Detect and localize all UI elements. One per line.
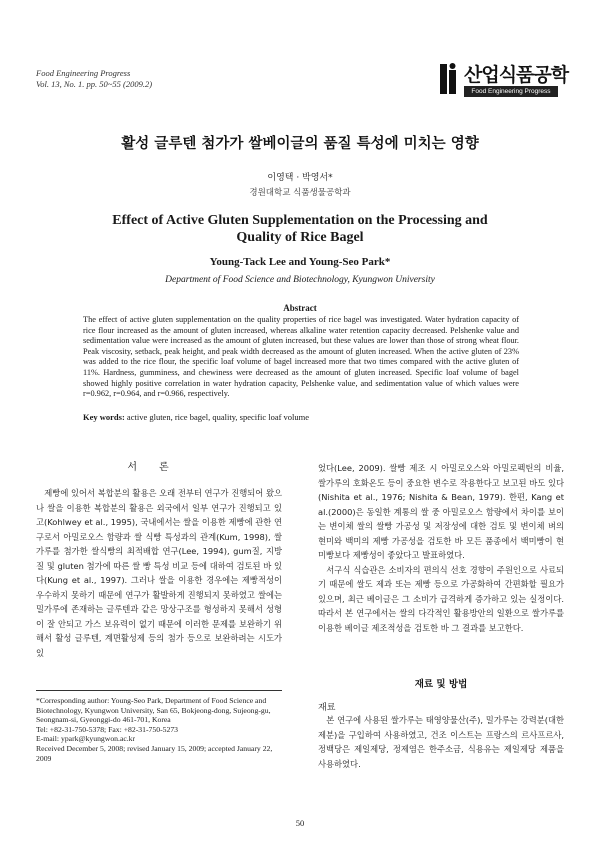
english-affiliation: Department of Food Science and Biotechnology, Kyungwon University — [165, 275, 435, 285]
journal-citation — [36, 68, 152, 90]
page-number: 50 — [295, 818, 305, 828]
materials-paragraph: 본 연구에 사용된 쌀가루는 태영양물산(주), 밀가루는 강력분(대한제분)을 구입하여 사용하였고, 건조 이스트는 프랑스의 르사프르사, 정백당은 제일제당, 정제염은 한주소금, 식용유는 제일제당 제품을 사용하였다. — [318, 715, 564, 769]
logo-emblem-icon — [438, 62, 460, 96]
materials-methods-heading: 재료 및 방법 — [414, 679, 468, 690]
right-column-paragraph: 었다(Lee, 2009). 쌀빵 제조 시 아밀로오스와 아밀로펙틴의 비율, 쌀가루의 호화온도 등이 중요한 변수로 작용한다고 보고된 바도 있다(Nishita et al., 1976; Nishita & Bean, 1979). 한편, Kang et al.(2000)은 동일한 계통의 쌀 중 아밀로오스 함량에서 차이를 보이는 변이체 쌀의 쌀빵 가공성 및 저장성에 대한 검토 및 변이체 벼의 현미와 백미의 제빵 가공성을 검토한 바 모든 품종에서 백미빵이 현미빵보다 제빵성이 좋았다고 발표하였다. — [318, 463, 564, 561]
introduction-heading: 서론 — [127, 462, 191, 473]
english-title: Effect of Active Gluten Supplementation on the Processing and Quality of Rice Bagel — [112, 213, 488, 245]
footnote-corresponding: *Corresponding author: Young-Seo Park, Department of Food Science and Biotechnology, Kyungwon University, San 65, Bokjeong-dong, Sujeong-gu, Seongnam-si, Gyeonggi-do 461-701, Korea — [36, 696, 271, 725]
journal-name: Food Engineering Progress — [36, 68, 131, 78]
materials-body — [318, 713, 564, 771]
footnote — [36, 696, 286, 763]
korean-title: 활성 글루텐 첨가가 쌀베이글의 품질 특성에 미치는 영향 — [121, 136, 479, 152]
introduction-paragraph: 제빵에 있어서 복합분의 활용은 오래 전부터 연구가 진행되어 왔으나 쌀을 이용한 복합분의 활용은 외국에서 일부 연구가 진행되고 있고(Kohlwey et al., 1995), 국내에서는 쌀을 이용한 제빵에 관한 연구로서 아밀로오스 함량과 쌀 식빵 특성과의 관계(Kum, 1998), 쌀가루를 첨가한 쌀식빵의 최적배합 연구(Lee, 1994), gum질, 지방질 및 gluten 첨가에 따른 쌀 빵 특성 비교 등에 대하여 검토된 바 있다(Kung et al., 1997). 그러나 쌀을 이용한 경우에는 제빵적성이 우수하지 못하기 때문에 연구가 활발하게 진행되지 못하였고 쌀에는 밀가루에 존재하는 글루텐과 같은 망상구조를 형성하지 못해서 성형이 잘 안되고 가스 보유력이 없기 때문에 이러한 문제를 보완하기 위해서 활성 글루텐, 계면활성제 등의 첨가 등으로 보완하려는 시도가 있 — [36, 488, 282, 659]
materials-subheading: 재료 — [318, 703, 336, 713]
journal-logo — [438, 60, 569, 102]
abstract-text: The effect of active gluten supplementation on the quality properties of rice bagel was investigated. Water hydration capacity of rice flour increased as the amount of gluten increased, whereas alkaline water retention capacity decreased. Pelshenke value and sedimentation value were increased as the amount of gluten increased, but these values are lower than those of strong wheat flour. Peak viscosity, setback, peak height, and peak width decreased as the amount of gluten increased. When the active gluten of 23% was added to the rice flour, the specific loaf volume of bagel increased more that two times compared with the active gluten of 11%. Hardness, gumminess, and chewiness were decreased as the amount of gluten increased. Specific loaf volume of bagel showed highly positive correlation in water hydration capacity, Pelshenke value, and sedimentation value of which values were r=0.962, r=0.964, and r=0.966, respectively. — [83, 315, 519, 399]
keywords-label: Key words: — [83, 412, 125, 422]
footnote-received: Received December 5, 2008; revised January 15, 2009; accepted January 22, 2009 — [36, 743, 273, 763]
footnote-email: E-mail: ypark@kyungwon.ac.kr — [36, 734, 136, 744]
journal-volume: Vol. 13, No. 1. pp. 50~55 (2009.2) — [36, 79, 153, 89]
keywords — [83, 412, 519, 422]
logo-text: 산업식품공학 — [464, 64, 569, 86]
korean-affiliation: 경원대학교 식품생물공학과 — [249, 188, 351, 198]
korean-authors: 이영택 · 박영서* — [267, 173, 333, 183]
right-column-body — [318, 461, 564, 636]
logo-subtitle: Food Engineering Progress — [464, 86, 558, 97]
footnote-divider — [36, 690, 282, 691]
english-authors: Young-Tack Lee and Young-Seo Park* — [209, 256, 391, 268]
keywords-text: active gluten, rice bagel, quality, specific loaf volume — [126, 412, 310, 422]
footnote-tel: Tel: +82-31-750-5378; Fax: +82-31-750-5273 — [36, 724, 179, 734]
introduction-body — [36, 486, 282, 661]
abstract-heading: Abstract — [283, 303, 317, 313]
right-column-paragraph: 서구식 식습관은 소비자의 편의식 선호 경향이 주원인으로 사료되기 때문에 쌀도 제과 또는 제빵 등으로 가공화하여 간편화할 필요가 있으며, 최근 베이글은 그 소비가 급격하게 증가하고 있는 실정이다. 따라서 본 연구에서는 쌀의 다각적인 활용방안의 일환으로 쌀가루를 이용한 베이글 제조적성을 검토한 바 그 결과를 보고한다. — [318, 564, 564, 634]
